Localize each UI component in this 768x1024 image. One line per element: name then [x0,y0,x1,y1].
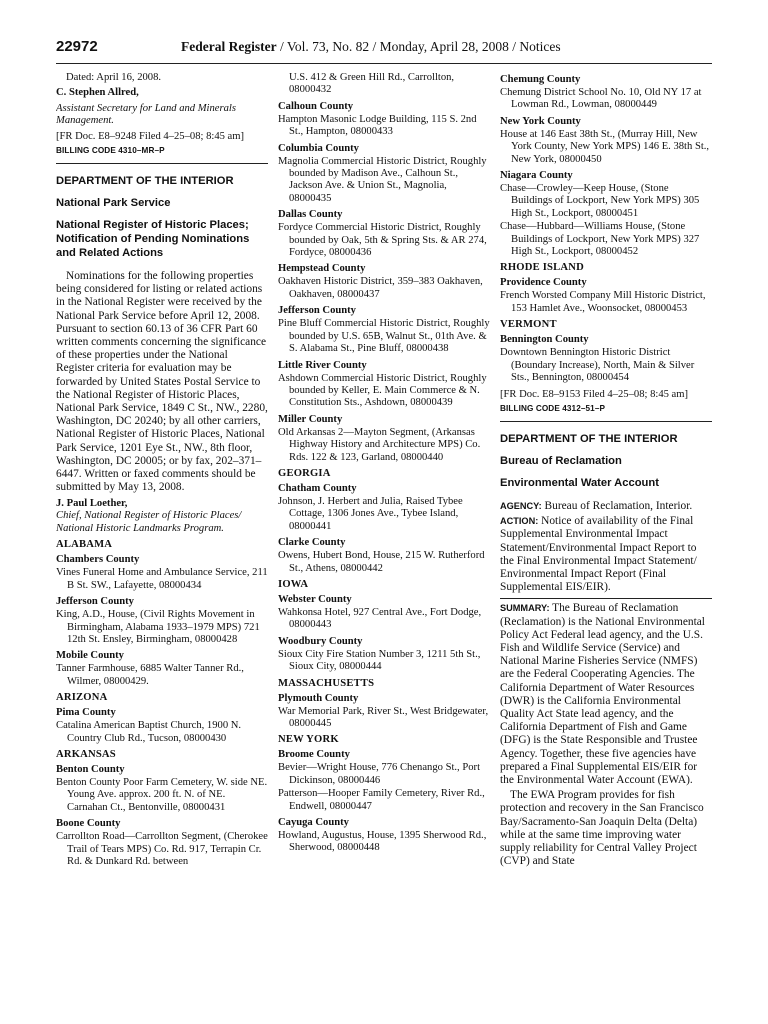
county-heading: Hempstead County [278,263,366,275]
action-label: ACTION: [500,516,539,527]
property-entry: Benton County Poor Farm Cemetery, W. side NE. Young Ave. approx. 200 ft. N. of NE. Carnahan Ct., Bentonville, 08000431 [56,776,268,813]
property-entry: Magnolia Commercial Historic District, Roughly bounded by Madison Ave., Calhoun St., Jackson Ave. & Union St., Magnolia, 08000435 [278,155,487,204]
header-rule [56,63,712,64]
signature-name: J. Paul Loether, [56,498,128,510]
notice-body: Nominations for the following properties being considered for listing or related actions in the National Register were received by the National Park Service before April 12, 2008. Pursuant to section 60.13 of 36 CFR Part 60 written comments concerning the significance of these properties under the National Register criteria for evaluation may be forwarded by United States Postal Service to the National Register of Historic Places, National Park Service, 1849 C St., NW., 2280, Washington, DC 20240; by all other carriers, National Register of Historic Places, National Park Service, 1201 Eye St., NW., 8th floor, Washington, DC 20005; or by fax, 202–371–6447. Written or faxed comments should be submitted by May 13, 2008. [56,270,268,494]
state-heading: VERMONT [500,319,557,331]
property-entry: Sioux City Fire Station Number 3, 1211 5th St., Sioux City, 08000444 [278,648,481,673]
summary-field [500,602,712,787]
agency-heading: Bureau of Reclamation [500,454,622,467]
county-heading: Webster County [278,593,352,605]
billing-code: BILLING CODE 4310–MR–P [56,146,165,156]
fr-doc-line: [FR Doc. E8–9248 Filed 4–25–08; 8:45 am] [56,130,245,142]
property-entry: Wahkonsa Hotel, 927 Central Ave., Fort Dodge, 08000443 [278,606,482,631]
state-heading: ALABAMA [56,539,113,551]
state-heading: NEW YORK [278,734,339,746]
billing-code: BILLING CODE 4312–51–P [500,403,606,413]
property-entry: French Worsted Company Mill Historic District, 153 Hamlet Ave., Woonsocket, 08000453 [500,290,706,314]
column-2 [278,72,490,1017]
county-heading: Jefferson County [56,596,134,608]
property-entry: Catalina American Baptist Church, 1900 N. Country Club Rd., Tucson, 08000430 [56,720,242,744]
county-heading: Columbia County [278,142,359,154]
section-rule [500,421,712,422]
action-value: Notice of availability of the Final Supplemental Environmental Impact Statement/Environmental Impact Report to the Final Environmental Impact Statement/ Environmental Impact Report (Final Supplemental EIS/EIR). [500,515,697,594]
action-field [500,515,712,594]
signature-title: Chief, National Register of Historic Places/ National Historic Landmarks Program. [56,510,242,534]
county-heading: Chambers County [56,554,140,566]
county-heading: Pima County [56,707,116,719]
state-heading: GEORGIA [278,467,331,479]
property-entry: Fordyce Commercial Historic District, Roughly bounded by Oak, 5th & Spring Sts. & AR 274, Fordyce, 08000436 [278,222,487,259]
agency-value: Bureau of Reclamation, Interior. [541,499,693,512]
property-entry: Ashdown Commercial Historic District, Roughly bounded by Keller, E. Main Commerce & N. Constitution Sts., Ashdown, 08000439 [278,372,487,409]
subject-heading: Environmental Water Account [500,476,659,489]
summary-rule [500,598,712,599]
property-entry: Owens, Hubert Bond, House, 215 W. Rutherford St., Athens, 08000442 [278,550,485,574]
running-head [181,39,561,55]
summary-label: SUMMARY: [500,603,550,614]
county-heading: Niagara County [500,170,573,182]
county-heading: Benton County [56,763,125,775]
county-heading: Mobile County [56,650,124,662]
property-entry: Bevier—Wright House, 776 Chenango St., Port Dickinson, 08000446 [278,762,481,786]
county-heading: Plymouth County [278,692,359,704]
state-heading: IOWA [278,578,309,590]
county-heading: Chemung County [500,74,581,85]
signer-name: C. Stephen Allred, [56,87,139,99]
property-entry: Hampton Masonic Lodge Building, 115 S. 2nd St., Hampton, 08000433 [278,113,477,138]
property-entry: Downtown Bennington Historic District (Boundary Increase), North, Main & Silver Sts., Bennington, 08000454 [500,347,695,384]
column-1 [56,72,268,1017]
agency-field [500,500,712,513]
ewa-paragraph: The EWA Program provides for fish protection and recovery in the San Francisco Bay/Sacramento-San Joaquin Delta (Delta) while at the same time improving water supply reliability for Central Valley Project (CVP) and State [500,789,704,868]
subject-heading: National Register of Historic Places; Notification of Pending Nominations and Related Actions [56,219,250,260]
column-3 [500,72,712,1017]
signer-title: Assistant Secretary for Land and Minerals Management. [56,102,236,127]
county-heading: Clarke County [278,537,346,549]
summary-value: The Bureau of Reclamation (Reclamation) is the National Environmental Policy Act Federal lead agency, and the U.S. Fish and Wildlife Service (Service) and National Marine Fisheries Service (NMFS) are the Federal Cooperating Agencies. The California Department of Water Resources (DWR) is the California Environmental Quality Act State lead agency, and the California Department of Fish and Game (DFG) is the State Responsible and Trustee Agency. Together, these five agencies have prepared a Final Supplemental EIS/EIR for the Environmental Water Account (EWA). [500,602,705,786]
property-entry: King, A.D., House, (Civil Rights Movement in Birmingham, Alabama 1933–1979 MPS) 721 12th St. Ensley, Birmingham, 08000428 [56,609,260,645]
county-heading: Dallas County [278,209,343,221]
property-entry: House at 146 East 38th St., (Murray Hill, New York County, New York MPS) 146 E. 38th St., New York, 08000450 [500,128,710,165]
department-heading: DEPARTMENT OF THE INTERIOR [56,175,234,188]
agency-heading: National Park Service [56,197,171,210]
state-heading: RHODE ISLAND [500,262,584,274]
state-heading: ARIZONA [56,692,108,704]
county-heading: Bennington County [500,334,589,346]
fr-doc-line: [FR Doc. E8–9153 Filed 4–25–08; 8:45 am] [500,388,689,400]
agency-label: AGENCY: [500,500,542,511]
state-heading: MASSACHUSETTS [278,677,375,689]
property-entry: Patterson—Hooper Family Cemetery, River Rd., Endwell, 08000447 [278,788,485,812]
property-entry: Chemung District School No. 10, Old NY 17 at Lowman Rd., Lowman, 08000449 [500,87,702,111]
property-entry: Pine Bluff Commercial Historic District, Roughly bounded by U.S. 65B, Walnut St., 01th Ave. & S. Alabama St., Pine Bluff, 08000438 [278,318,490,355]
county-heading: Broome County [278,749,350,761]
property-entry: Vines Funeral Home and Ambulance Service, 211 B St. SW., Lafayette, 08000434 [56,567,268,591]
property-entry: Chase—Hubbard—Williams House, (Stone Buildings of Lockport, New York MPS) 327 High St., Lockport, 08000452 [500,221,700,258]
property-entry: Old Arkansas 2—Mayton Segment, (Arkansas Highway History and Architecture MPS) Co. Rds. 122 & 123, Garland, 08000440 [278,426,481,463]
department-heading: DEPARTMENT OF THE INTERIOR [500,432,678,445]
property-entry: Johnson, J. Herbert and Julia, Raised Tybee Cottage, 1306 Jones Ave., Tybee Island, 08000441 [278,495,463,532]
property-entry-continued: U.S. 412 & Green Hill Rd., Carrollton, 08000432 [289,72,455,96]
issue-info: / Vol. 73, No. 82 / Monday, April 28, 2008 / Notices [276,39,561,54]
property-entry: Carrollton Road—Carrollton Segment, (Cherokee Trail of Tears MPS) Co. Rd. 917, Terrapin Cr. Rd. & Dunkard Rd. between [56,831,268,867]
publication-name: Federal Register [181,39,277,54]
property-entry: Chase—Crowley—Keep House, (Stone Buildings of Lockport, New York MPS) 305 High St., Lockport, 08000451 [500,183,700,219]
county-heading: Boone County [56,818,121,830]
county-heading: Chatham County [278,482,357,494]
county-heading: Jefferson County [278,305,356,317]
property-entry: Oakhaven Historic District, 359–383 Oakhaven, Oakhaven, 08000437 [278,276,483,300]
page-number: 22972 [56,38,98,55]
property-entry: Howland, Augustus, House, 1395 Sherwood Rd., Sherwood, 08000448 [278,830,487,854]
county-heading: Calhoun County [278,100,354,112]
county-heading: Miller County [278,413,343,425]
county-heading: Providence County [500,277,587,289]
page-header [56,38,712,62]
section-rule [56,163,268,164]
county-heading: Little River County [278,359,367,371]
county-heading: New York County [500,115,581,127]
dated-line: Dated: April 16, 2008. [66,72,162,83]
property-entry: War Memorial Park, River St., West Bridgewater, 08000445 [278,705,489,729]
property-entry: Tanner Farmhouse, 6885 Walter Tanner Rd., Wilmer, 08000429. [56,663,244,687]
state-heading: ARKANSAS [56,748,116,760]
county-heading: Cayuga County [278,817,349,829]
county-heading: Woodbury County [278,635,363,647]
